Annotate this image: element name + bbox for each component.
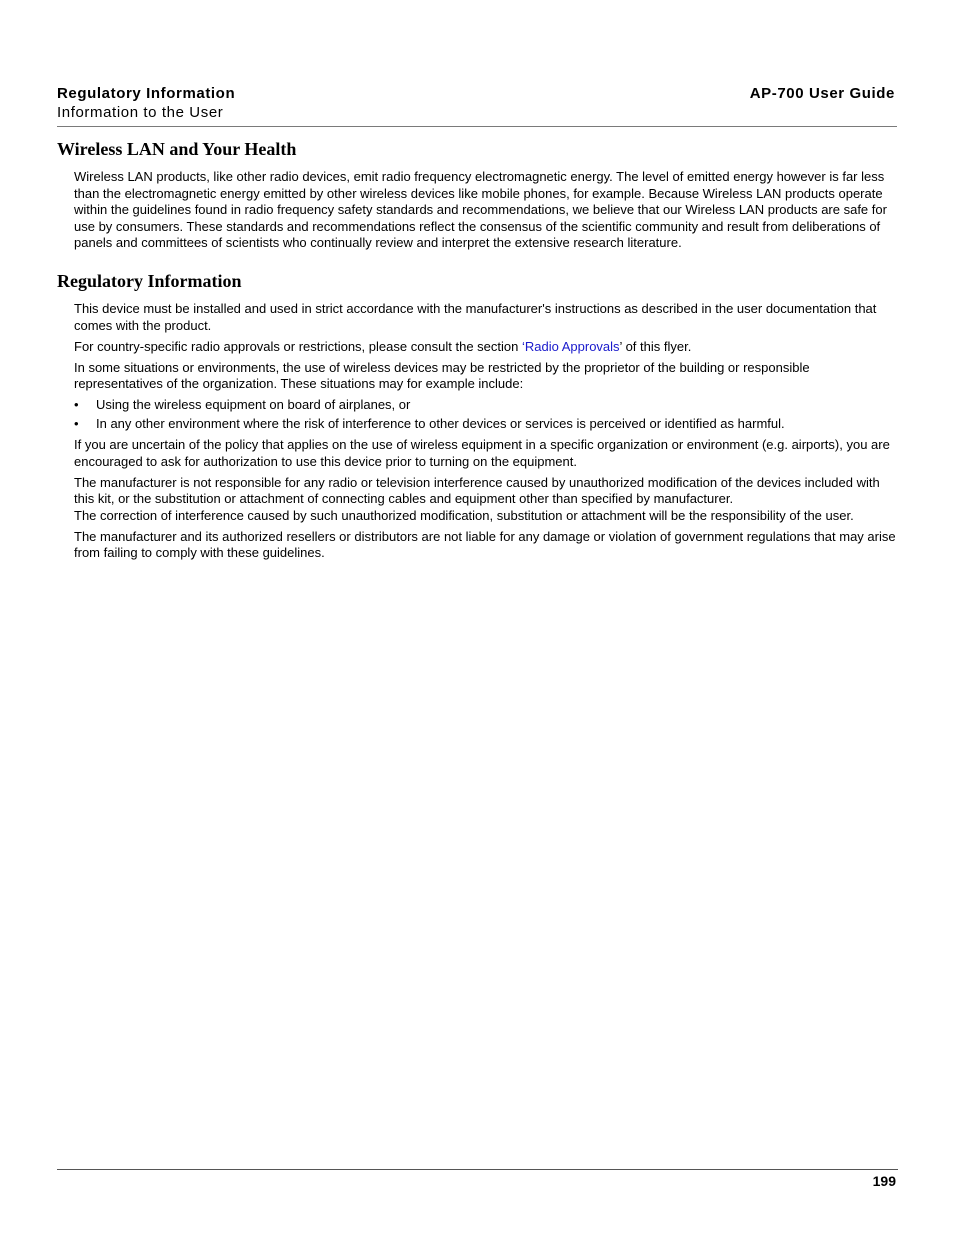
paragraph-health: Wireless LAN products, like other radio devices, emit radio frequency electromagnetic energy. The level of emitted energy however is far less than the electromagnetic energy emitted by other wireless devices like mobile phones, for example. Because Wireless LAN products operate within the guidelines found in radio frequency safety standards and recommendations, we believe that our Wireless LAN products are safe for use by consumers. These standards and recommendations reflect the consensus of the scientific community and result from deliberations of panels and committees of scientists who continually review and interpret the extensive research literature. <box>74 169 887 251</box>
paragraph-installation: This device must be installed and used in strict accordance with the manufacturer's instructions as described in the user documentation that comes with the product. <box>74 300 877 333</box>
bullet-icon: • <box>74 416 79 432</box>
header-section-title: Information to the User <box>57 104 224 121</box>
radio-approvals-text-before: For country-specific radio approvals or restrictions, please consult the section <box>74 338 522 354</box>
paragraph-policy: If you are uncertain of the policy that applies on the use of wireless equipment in a specific organization or environment (e.g. airports), you are encouraged to ask for authorization to use this device prior to turning on the equipment. <box>74 437 890 469</box>
bullet-icon: • <box>74 397 79 413</box>
page-content <box>57 137 897 566</box>
header-guide-title: AP-700 User Guide <box>749 85 895 102</box>
list-item-text: Using the wireless equipment on board of airplanes, or <box>96 397 411 413</box>
paragraph-liability: The manufacturer and its authorized resellers or distributors are not liable for any damage or violation of government regulations that may arise from failing to comply with these guidelines. <box>74 528 896 561</box>
list-item <box>74 397 897 414</box>
heading-wireless-health: Wireless LAN and Your Health <box>57 139 297 159</box>
list-item <box>74 416 897 433</box>
paragraph-interference: The manufacturer is not responsible for any radio or television interference caused by unauthorized modification of the devices included with this kit, or the substitution or attachment of connecting cables and equipment other than specified by manufacturer. <box>74 474 880 507</box>
radio-approvals-link[interactable]: ‘Radio Approvals <box>521 338 620 354</box>
footer-divider <box>57 1169 898 1170</box>
header-chapter-title: Regulatory Information <box>57 85 236 102</box>
page-header <box>57 84 897 127</box>
restrictions-list <box>74 397 897 433</box>
heading-regulatory-information: Regulatory Information <box>57 270 242 291</box>
radio-approvals-text-after: ’ of this flyer. <box>619 338 692 354</box>
paragraph-correction: The correction of interference caused by such unauthorized modification, substitution or attachment will be the responsibility of the user. <box>74 507 854 523</box>
paragraph-radio-approvals <box>74 339 897 356</box>
list-item-text: In any other environment where the risk of interference to other devices or services is perceived or identified as harmful. <box>96 416 785 432</box>
paragraph-restrictions: In some situations or environments, the use of wireless devices may be restricted by the proprietor of the building or responsible representatives of the organization. These situations may for example include: <box>74 359 810 392</box>
page-number: 199 <box>872 1173 896 1189</box>
